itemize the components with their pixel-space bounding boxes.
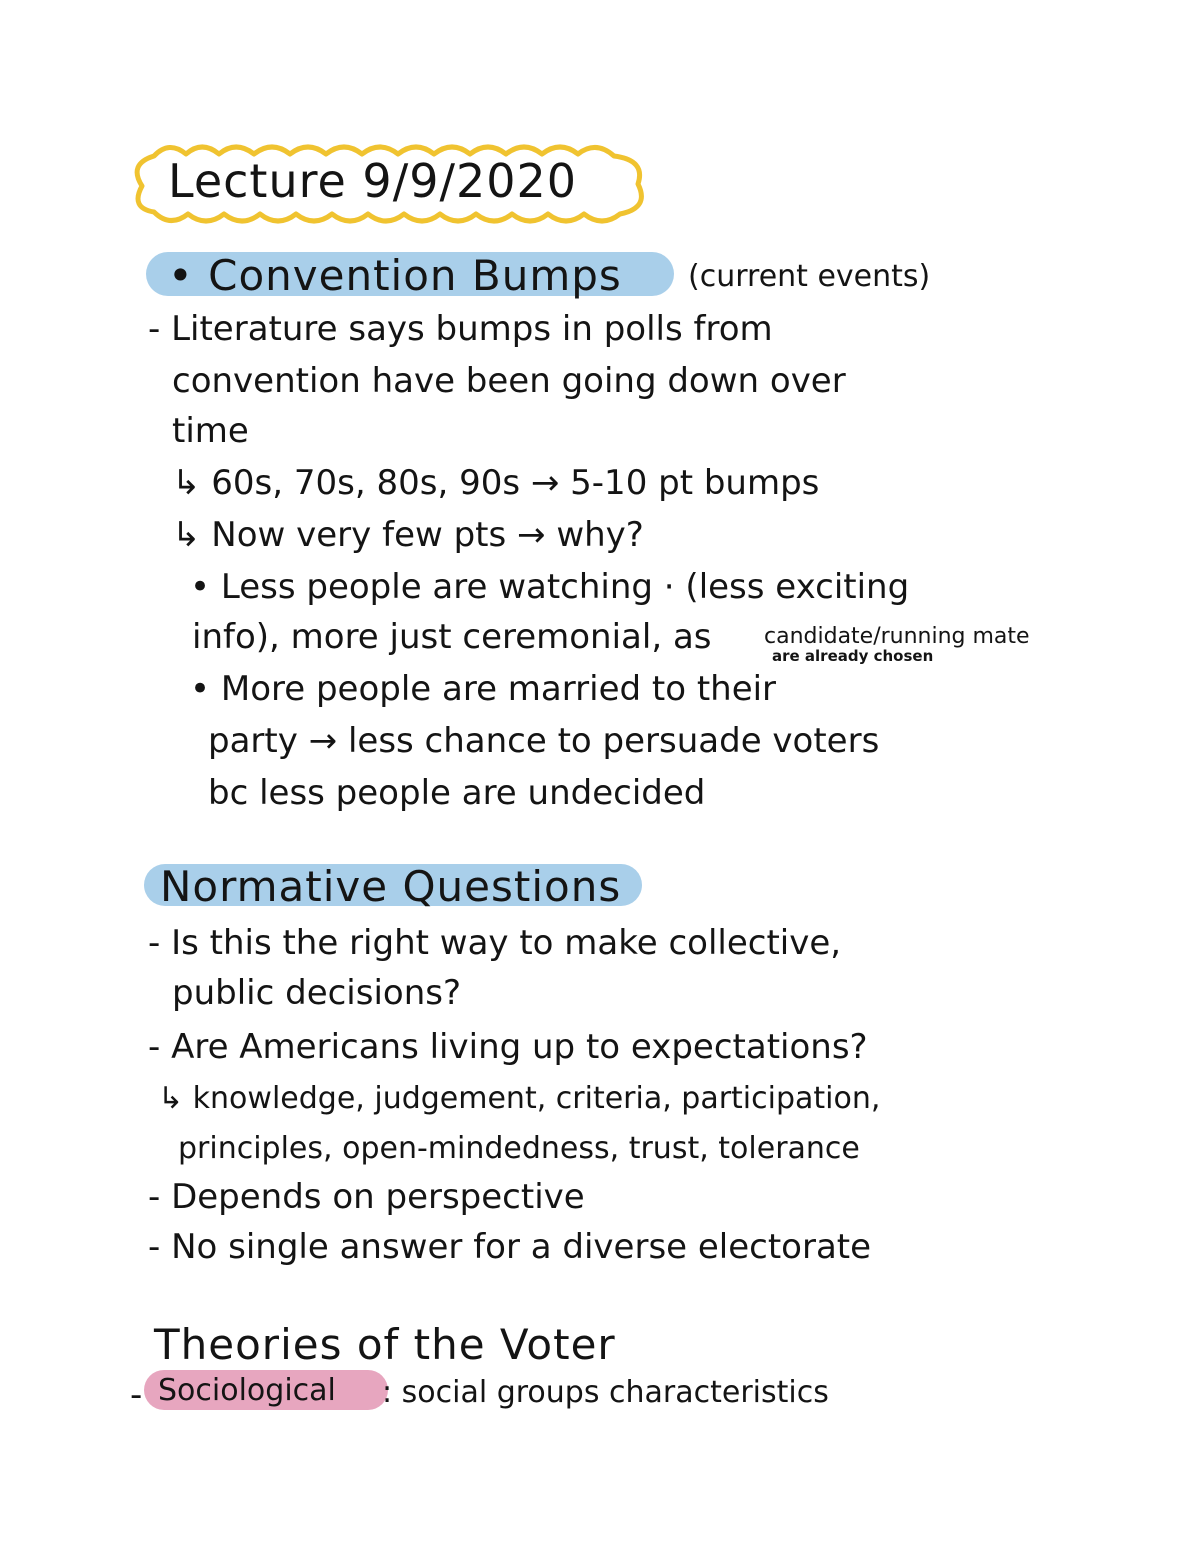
note-line: - Literature says bumps in polls from [148,309,773,349]
section-heading-convention-bumps: • Convention Bumps [168,251,622,300]
note-line: - Is this the right way to make collective, [148,923,842,963]
small-note: candidate/running mate [764,624,1030,649]
section-heading-theories-of-the-voter: Theories of the Voter [154,1320,616,1369]
note-line: ↳ Now very few pts → why? [172,515,644,555]
note-line: info), more just ceremonial, as [192,617,712,657]
note-line: convention have been going down over [172,361,846,401]
term-dash: - [130,1375,143,1415]
note-line: ↳ knowledge, judgement, criteria, participation, [158,1081,881,1116]
section-heading-normative-questions: Normative Questions [160,862,622,911]
note-line: party → less chance to persuade voters [208,721,880,761]
note-line: - No single answer for a diverse electorate [148,1227,872,1267]
note-line: - Depends on perspective [148,1177,585,1217]
note-line: time [172,411,249,451]
term-definition: : social groups characteristics [382,1375,829,1410]
note-line: - Are Americans living up to expectations? [148,1027,868,1067]
tiny-note: are already chosen [772,647,934,665]
note-line: • More people are married to their [190,669,777,709]
term-sociological: Sociological [158,1373,336,1408]
page-title: Lecture 9/9/2020 [168,154,578,208]
note-line: public decisions? [172,973,462,1013]
note-line: principles, open-mindedness, trust, tolerance [178,1131,860,1166]
note-line: ↳ 60s, 70s, 80s, 90s → 5-10 pt bumps [172,463,820,503]
heading-note: (current events) [688,259,931,294]
note-line: • Less people are watching · (less exciting [190,567,910,607]
note-line: bc less people are undecided [208,773,706,813]
